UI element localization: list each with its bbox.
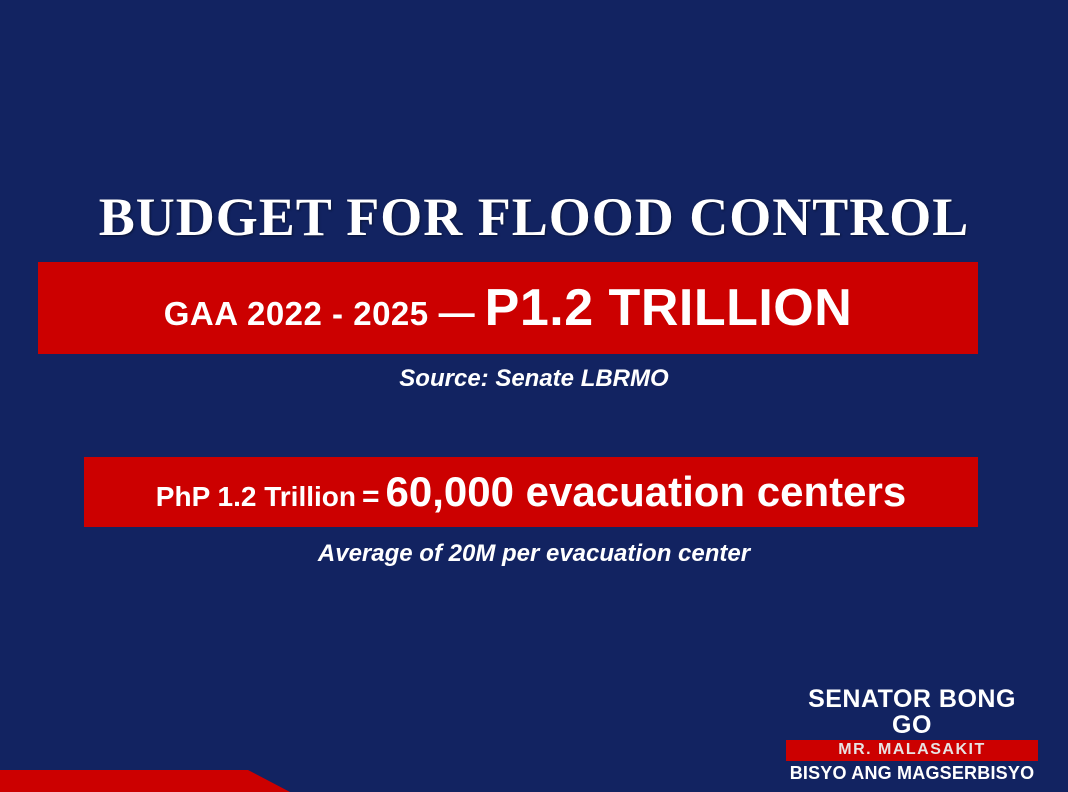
budget-period-label: GAA 2022 - 2025 xyxy=(163,295,429,332)
equivalence-separator: = xyxy=(362,480,380,513)
page-title: BUDGET FOR FLOOD CONTROL xyxy=(98,187,970,247)
logo-slogan-line: BISYO ANG MAGSERBISYO xyxy=(789,763,1035,784)
equivalence-content xyxy=(156,468,906,516)
equivalence-value: 60,000 evacuation centers xyxy=(385,468,907,515)
logo-tagline-bar: MR. MALASAKIT xyxy=(786,740,1038,761)
budget-separator: — xyxy=(438,292,475,333)
logo-name-line: SENATOR BONG GO xyxy=(808,684,1016,740)
equivalence-note: Average of 20M per evacuation center xyxy=(317,540,751,567)
budget-amount-value: P1.2 TRILLION xyxy=(484,279,853,337)
equivalence-band xyxy=(84,457,978,527)
corner-accent-shape xyxy=(0,770,290,792)
equivalence-label: PhP 1.2 Trillion xyxy=(155,481,357,512)
budget-highlight-content xyxy=(164,278,853,338)
budget-highlight-band xyxy=(38,262,978,354)
senator-logo xyxy=(786,686,1038,784)
source-attribution: Source: Senate LBRMO xyxy=(399,365,669,392)
